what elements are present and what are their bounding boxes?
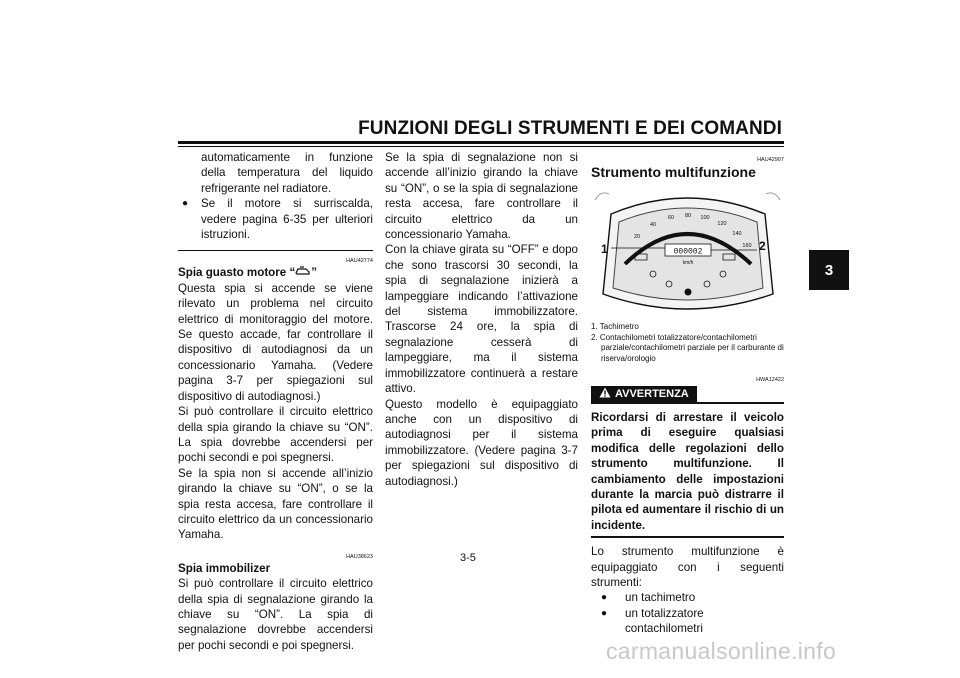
column-1: [178, 150, 373, 653]
tick-label: 140: [732, 231, 742, 237]
section-code: HAU38623: [346, 553, 373, 560]
figure-caption: [591, 322, 784, 364]
heading-engine-warning: Spia guasto motore “ ”: [178, 266, 318, 280]
warning-text: Ricordarsi di arrestare il veicolo prima di eseguire qualsiasi modifica delle regolazioni dello strumento multifunzione. Il cambiamento delle impostazioni durante la marcia può distrarre il pilota ed aumentare il rischio di un incidente.: [591, 411, 784, 532]
engine-check-text: Si può controllare il circuito elettrico della spia girando la chiave su “ON”. La spia dovrebbe accendersi per pochi secondi e poi spegnersi.: [178, 405, 373, 465]
tick-label: 160: [742, 243, 752, 249]
section-code: HWA12422: [756, 377, 784, 383]
engine-warning-text: Questa spia si accende se viene rilevato un problema nel circuito elettrico di monitoraggio del motore. Se questo accade, far controllare il dispositivo di autodiagnosi da un concessionario Yamaha. (Vedere pagina 3-7 per spiegazioni sul dispositivo di autodiagnosi.): [178, 281, 373, 403]
tick-label: 40: [649, 222, 657, 228]
immobilizer-text: Si può controllare il circuito elettrico della spia di segnalazione girando la chiave su “ON”. La spia di segnalazione dovrebbe accendersi per pochi secondi e poi spegnersi.: [178, 577, 373, 652]
housing-right-edge: [766, 193, 780, 200]
list-item: ● un totalizzatore contachilometri: [601, 606, 784, 637]
housing-left-edge: [595, 193, 609, 200]
page-number: 3-5: [460, 552, 476, 564]
caption-item: 2. Contachilometri totalizzatore/contachilometri parziale/contachilometri parziale per il carburante di riserva/orologio: [591, 332, 784, 363]
tick-label: 20: [633, 234, 641, 240]
warning-header: [591, 386, 784, 406]
col2-para-2: Con la chiave girata su “OFF” e dopo che sono trascorsi 30 secondi, la spia di segnalazione inizierà a lampeggiare indicando l’attivazione del sistema immobilizzatore. Trascorse 24 ore, la spia di segnalazione cesserà di lampeggiare, ma il sistema immobilizzatore continuerà a restare attivo.: [385, 243, 578, 396]
col2-para-3: Questo modello è equipaggiato anche con un dispositivo di autodiagnosi per il sistema immobilizzatore. (Vedere pagina 3-7 per spiegazioni sul dispositivo di autodiagnosi.): [385, 397, 578, 488]
column-3: [591, 150, 784, 637]
multifunction-meter-figure: [591, 184, 784, 322]
heading-multifunction: Strumento multifunzione: [591, 164, 756, 180]
section-rule: [178, 250, 373, 251]
multifunction-intro: Lo strumento multifunzione è equipaggiato con i seguenti strumenti:: [591, 545, 784, 590]
col2-para-1: Se la spia di segnalazione non si accende all’inizio girando la chiave su “ON”, o se la spia di segnalazione resta accesa, fare controllare il circuito elettrico da un concessionario Yamaha.: [385, 151, 578, 242]
heading-immobilizer: Spia immobilizer: [178, 561, 271, 575]
warning-icon: [599, 387, 611, 403]
callout-label-1: 1: [601, 242, 608, 256]
list-item: ● un tachimetro: [601, 590, 784, 605]
column-2: [385, 150, 578, 489]
watermark: carmanualsonline.info: [606, 638, 837, 664]
indicator-lamp: [685, 289, 692, 296]
tick-label: 100: [700, 215, 710, 221]
tick-label: 60: [667, 215, 675, 221]
engine-fault-text: Se la spia non si accende all’inizio girando la chiave su “ON”, o se la spia resta accesa, fare controllare il circuito elettrico da un concessionario Yamaha.: [178, 466, 373, 542]
section-code: HAU42774: [346, 258, 373, 265]
bullet-overheat: ● Se il motore si surriscalda, vedere pagina 6-35 per ulteriori istruzioni.: [178, 196, 373, 242]
engine-icon: [295, 266, 311, 279]
chapter-tab: 3: [809, 250, 849, 290]
speed-unit: km/h: [682, 260, 694, 266]
caption-item: 1. Tachimetro: [591, 322, 639, 331]
warning-rule: [697, 402, 784, 404]
warning-label: AVVERTENZA: [591, 386, 697, 404]
section-code: HAU42907: [757, 157, 784, 163]
callout-label-2: 2: [759, 239, 766, 253]
header-rule-thin: [178, 146, 784, 147]
tick-label: 80: [684, 213, 692, 219]
page-title: FUNZIONI DEGLI STRUMENTI E DEI COMANDI: [358, 118, 782, 139]
tick-label: 120: [717, 221, 727, 227]
header-rule: [178, 141, 784, 144]
intro-text: automaticamente in funzione della temperatura del liquido refrigerante nel radiatore.: [201, 151, 373, 195]
warning-end-rule: [591, 536, 784, 538]
odometer-reading: 000002: [673, 247, 703, 257]
